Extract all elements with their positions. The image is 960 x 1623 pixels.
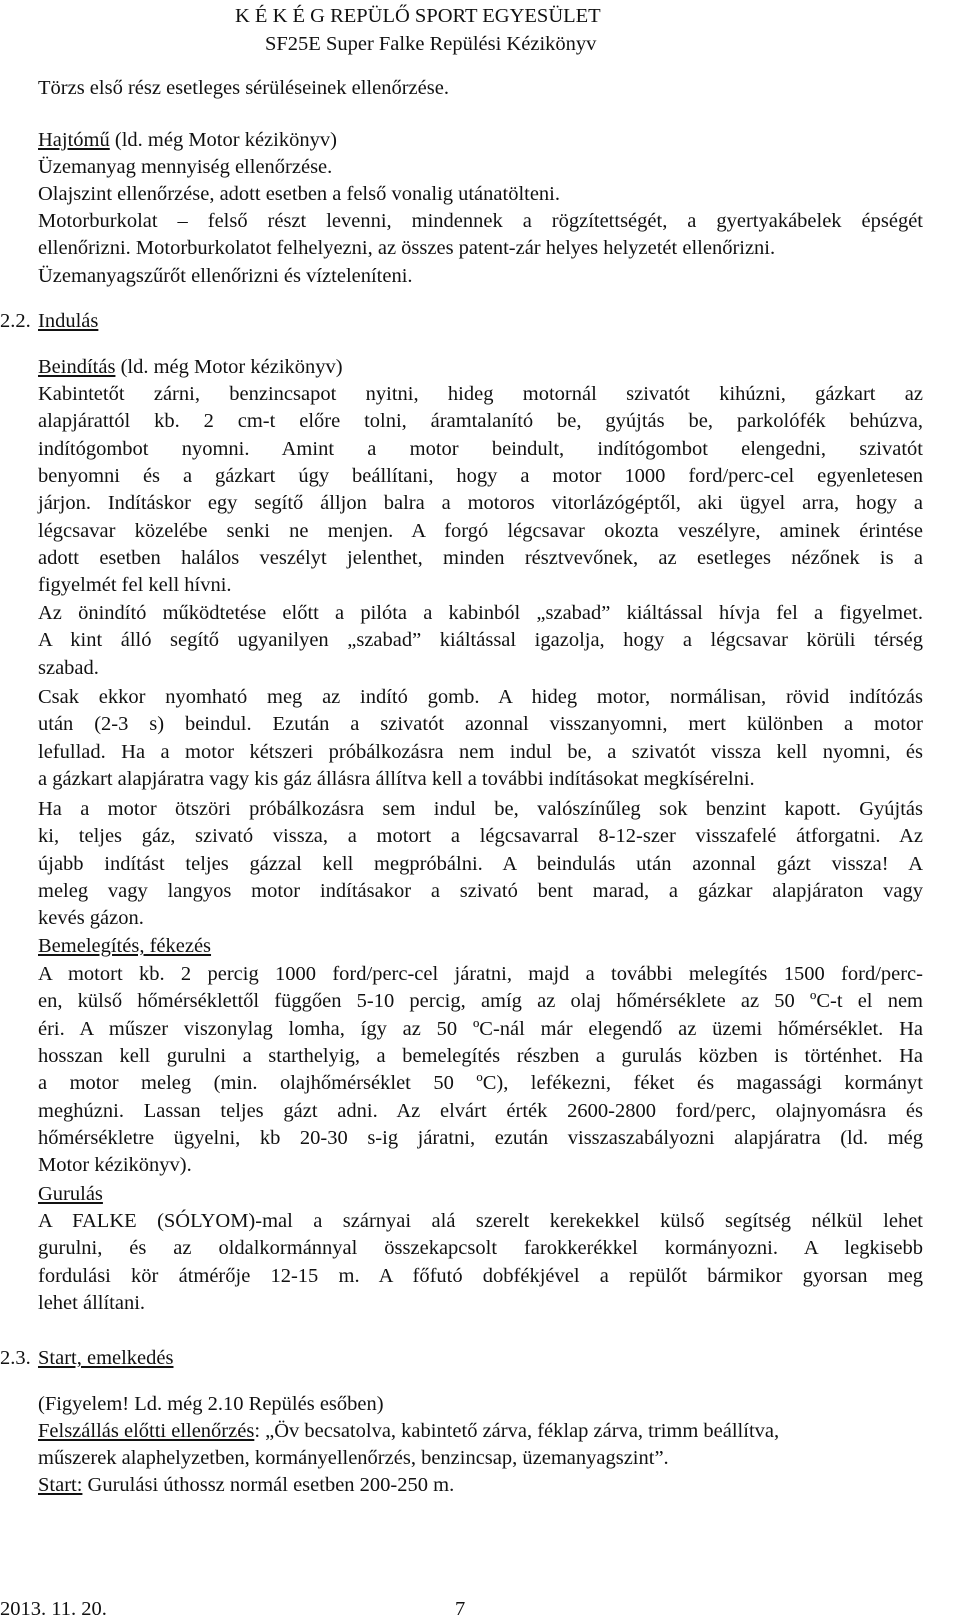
note-line: (Figyelem! Ld. még 2.10 Repülés esőben)	[38, 1393, 384, 1415]
paragraph-line: benyomni és a gázkart úgy beállítani, hogy a motor 1000 ford/perc-cel egyenletesen	[38, 464, 923, 487]
text-line: Olajszint ellenőrzése, adott esetben a felső vonalig utánatölteni.	[38, 183, 560, 205]
paragraph-line: a gázkart alapjáratra vagy kis gáz állásra állítva kell a további indításokat megkísérelni.	[38, 767, 755, 790]
paragraph-line: meleg vagy langyos motor indításakor a szivató bent marad, a gázkar alapjáraton vagy	[38, 879, 923, 902]
text-line: műszerek alaphelyzetben, kormányellenőrzés, benzincsap, üzemanyagszint”.	[38, 1447, 669, 1469]
text-line: Motorburkolat – felső részt levenni, mindennek a rögzítettségét, a gyertyakábelek épségét	[38, 210, 923, 232]
paragraph-line: járjon. Indításkor egy segítő álljon balra a motoros vitorlázógéptől, aki ügyel arra, hogy a	[38, 492, 923, 515]
section-number: 2.2.	[0, 310, 31, 332]
start-text: Gurulási úthossz normál esetben 200-250 m.	[82, 1474, 455, 1496]
text-line: Üzemanyagszűrőt ellenőrizni és vízteleníteni.	[38, 265, 413, 287]
paragraph-line: éri. A műszer viszonylag lomha, így az 50 ºC-nál már elegendő az üzemi hőmérséklet. Ha	[38, 1017, 923, 1040]
paragraph-line: Motor kézikönyv).	[38, 1154, 192, 1177]
start-heading	[38, 353, 343, 381]
paragraph-line: hőmérsékletre ügyelni, kb 20-30 s-ig járatni, ezután visszaszabályozni alapjáratra (ld. még	[38, 1126, 923, 1149]
start-line	[38, 1471, 454, 1499]
checklist-title: Felszállás előtti ellenőrzés	[38, 1420, 255, 1442]
paragraph-line: en, külső hőmérséklettől függően 5-10 percig, amíg az olaj hőmérséklete az 50 ºC-t el nem	[38, 990, 923, 1013]
paragraph-line: Csak ekkor nyomható meg az indító gomb. A hideg motor, normálisan, rövid indítózás	[38, 686, 923, 708]
paragraph-line: A motort kb. 2 percig 1000 ford/perc-cel járatni, majd a további melegítés 1500 ford/perc-	[38, 963, 923, 985]
taxi-title: Gurulás	[38, 1183, 103, 1205]
header-organization: K É K É G REPÜLŐ SPORT EGYESÜLET	[235, 5, 601, 27]
paragraph-line: adott esetben halálos veszélyt jelenthet, minden résztvevőnek, az esetleges nézőnek is a	[38, 546, 923, 569]
footer-date: 2013. 11. 20.	[0, 1598, 107, 1620]
paragraph-line: újabb indítást teljes gázzal kell megpróbálni. A beindulás után azonnal gázt vissza! A	[38, 852, 923, 875]
engine-heading	[38, 126, 337, 154]
paragraph-line: A FALKE (SÓLYOM)-mal a szárnyai alá szerelt kerekekkel külső segítség nélkül lehet	[38, 1210, 923, 1232]
section-title: Start, emelkedés	[38, 1347, 174, 1369]
paragraph-line: indítógombot nyomni. Amint a motor beindult, indítógombot elengedni, szivatót	[38, 437, 923, 460]
checklist-text: : „Öv becsatolva, kabintető zárva, féklap zárva, trimm beállítva,	[254, 1420, 780, 1442]
start-title: Beindítás	[38, 356, 116, 378]
paragraph-line: Az önindító működtetése előtt a pilóta a kabinból „szabad” kiáltással hívja fel a figyelmet.	[38, 602, 923, 624]
paragraph-line: A kint álló segítő ugyanilyen „szabad” kiáltással igazolja, hogy a légcsavar körüli térség	[38, 629, 923, 652]
paragraph-line: lefullad. Ha a motor kétszeri próbálkozásra nem indul be, a szivatót vissza kell nyomni, és	[38, 740, 923, 763]
paragraph-line: szabad.	[38, 656, 99, 679]
paragraph-line: után (2-3 s) beindul. Ezután a szivatót azonnal visszanyomni, mert különben a motor	[38, 713, 923, 736]
engine-title: Hajtómű	[38, 129, 110, 151]
paragraph-line: Kabintetőt zárni, benzincsapot nyitni, hideg motornál szivatót kihúzni, gázkart az	[38, 383, 923, 405]
checklist-line	[38, 1417, 779, 1445]
text-line: Törzs első rész esetleges sérüléseinek ellenőrzése.	[38, 77, 449, 99]
paragraph-line: kevés gázon.	[38, 907, 144, 930]
header-manual-title: SF25E Super Falke Repülési Kézikönyv	[265, 33, 597, 55]
section-title: Indulás	[38, 310, 99, 332]
page-number: 7	[455, 1598, 466, 1620]
paragraph-line: hosszan kell gurulni a starthelyig, a bemelegítés részben a gurulás közben is történhet. Ha	[38, 1044, 923, 1067]
engine-ref: (ld. még Motor kézikönyv)	[109, 129, 337, 151]
text-line: ellenőrizni. Motorburkolatot felhelyezni, az összes patent-zár helyes helyzetét ellenőrizni.	[38, 237, 776, 259]
paragraph-line: Ha a motor ötszöri próbálkozásra sem indul be, valószínűleg sok benzint kapott. Gyújtás	[38, 798, 923, 820]
paragraph-line: fordulási kör átmérője 12-15 m. A főfutó dobfékjével a repülőt bármikor gyorsan meg	[38, 1264, 923, 1287]
paragraph-line: gurulni, és az oldalkormánnyal összekapcsolt farokkerékkel kormányozni. A legkisebb	[38, 1237, 923, 1260]
paragraph-line: meghúzni. Lassan teljes gázt adni. Az elvárt érték 2600-2800 ford/perc, olajnyomásra és	[38, 1099, 923, 1122]
section-number: 2.3.	[0, 1347, 31, 1369]
paragraph-line: lehet állítani.	[38, 1291, 146, 1314]
paragraph-line: a motor meleg (min. olajhőmérséklet 50 ºC), lefékezni, féket és magassági kormányt	[38, 1072, 923, 1095]
paragraph-line: figyelmét fel kell hívni.	[38, 574, 232, 597]
text-line: Üzemanyag mennyiség ellenőrzése.	[38, 156, 333, 178]
start-label: Start:	[38, 1474, 83, 1496]
paragraph-line: alapjárattól kb. 2 cm-t előre tolni, áramtalanító be, gyújtás be, parkolófék behúzva,	[38, 410, 923, 433]
warmup-title: Bemelegítés, fékezés	[38, 935, 212, 957]
paragraph-line: ki, teljes gáz, szivató vissza, a motort a légcsavarral 8-12-szer visszafelé átforgatni. Az	[38, 825, 923, 848]
paragraph-line: légcsavar közelébe senki ne menjen. A forgó légcsavar okozta veszélyre, aminek érintése	[38, 519, 923, 542]
start-ref: (ld. még Motor kézikönyv)	[115, 356, 343, 378]
